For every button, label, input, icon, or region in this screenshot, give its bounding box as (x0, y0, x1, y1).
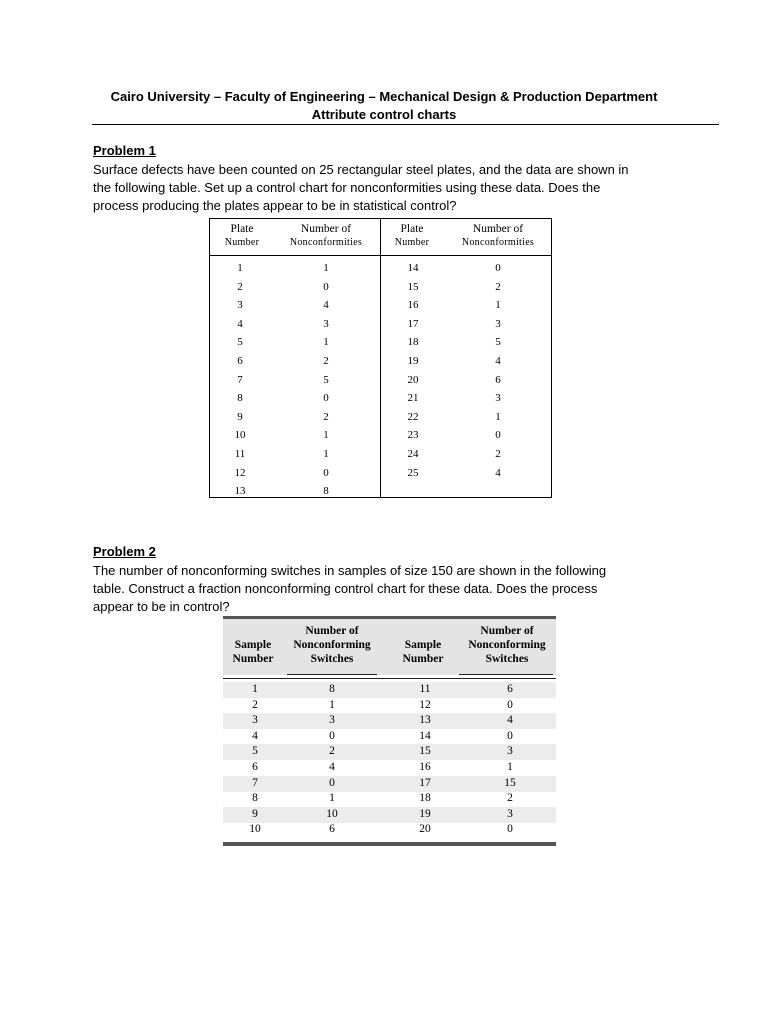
table-cell: 21 (407, 392, 419, 405)
table-cell: 0 (329, 776, 335, 789)
table-header-rule (223, 678, 556, 679)
table-cell: 9 (252, 807, 258, 820)
table-cell: 17 (407, 317, 419, 330)
table-cell: 3 (495, 317, 501, 330)
table-cell: 12 (419, 698, 431, 711)
table-cell: 20 (407, 373, 419, 386)
table-cell: 23 (407, 429, 419, 442)
switches-column-right (490, 682, 530, 838)
plate-column-left (220, 259, 260, 501)
table-cell: 10 (234, 429, 246, 442)
table-cell: 16 (407, 299, 419, 312)
table-cell: 7 (237, 373, 243, 386)
problem-1-line: the following table. Set up a control chart for nonconformities using these data. Does the (93, 180, 601, 195)
problem-2-line: table. Construct a fraction nonconforming control chart for these data. Does the process (93, 581, 598, 596)
table-cell: 1 (252, 683, 258, 695)
table-cell: 0 (507, 698, 513, 711)
column-header-nonconforming: Number of Nonconforming Switches (468, 625, 546, 665)
problem-1-text (93, 161, 683, 215)
table-cell: 3 (507, 807, 513, 820)
problem-2-title: Problem 2 (93, 544, 156, 559)
table-cell: 1 (323, 262, 329, 274)
table-cell: 0 (495, 262, 501, 274)
table-cell: 6 (495, 373, 501, 386)
table-cell: 19 (419, 807, 431, 820)
table-cell: 3 (237, 299, 243, 312)
sample-column-left (235, 682, 275, 838)
table-cell: 6 (507, 683, 513, 695)
table-cell: 15 (419, 745, 431, 758)
table-cell: 24 (407, 447, 419, 460)
table-cell: 0 (507, 729, 513, 742)
table-cell: 10 (326, 807, 338, 820)
table-cell: 2 (237, 280, 243, 293)
table-cell: 2 (495, 280, 501, 293)
header-line-1: Cairo University – Faculty of Engineering – Mechanical Design & Production Department (110, 89, 658, 104)
table-cell: 1 (323, 447, 329, 460)
table-cell: 5 (495, 336, 501, 349)
table-cell: 9 (237, 410, 243, 423)
header-line-2: Attribute control charts (311, 107, 457, 122)
problem-1-line: Surface defects have been counted on 25 rectangular steel plates, and the data are shown in (93, 162, 629, 177)
table-cell: 1 (323, 336, 329, 349)
table-cell: 4 (237, 317, 243, 330)
problem-1-title: Problem 1 (93, 143, 156, 158)
problem-1-line: process producing the plates appear to be in statistical control? (93, 198, 457, 213)
table-cell: 1 (329, 792, 335, 805)
table-cell: 22 (407, 410, 419, 423)
table-cell: 5 (237, 336, 243, 349)
table-top-rule (223, 616, 556, 619)
table-cell: 4 (323, 299, 329, 312)
document-header (0, 88, 768, 124)
table-cell: 8 (329, 683, 335, 695)
table-cell: 4 (507, 714, 513, 727)
table-cell: 13 (234, 485, 246, 498)
column-header-nonconformities: Number of Nonconformities (289, 223, 363, 248)
table-cell: 19 (407, 354, 419, 367)
table-cell: 1 (507, 760, 513, 773)
table-cell: 0 (323, 280, 329, 293)
problem-2-text (93, 562, 683, 616)
nonconformities-column-left (306, 259, 346, 501)
table-cell: 2 (329, 745, 335, 758)
table-cell: 8 (252, 792, 258, 805)
table-cell: 2 (323, 354, 329, 367)
table-sub-rule (287, 674, 377, 675)
table-cell: 17 (419, 776, 431, 789)
table-header-rule (210, 255, 551, 256)
table-cell: 3 (252, 714, 258, 727)
table-cell: 13 (419, 714, 431, 727)
table-cell: 20 (419, 823, 431, 836)
table-cell: 11 (234, 447, 246, 460)
table-divider (380, 219, 381, 497)
column-header-plate: Plate Number (394, 223, 430, 248)
problem-2-line: appear to be in control? (93, 599, 230, 614)
table-cell: 25 (407, 466, 419, 479)
header-divider (92, 124, 719, 125)
table-cell: 2 (323, 410, 329, 423)
table-cell: 12 (234, 466, 246, 479)
table-cell: 7 (252, 776, 258, 789)
nonconforming-switches-table (223, 616, 556, 846)
column-header-nonconformities: Number of Nonconformities (461, 223, 535, 248)
table-cell: 18 (419, 792, 431, 805)
table-cell: 16 (419, 760, 431, 773)
table-cell: 4 (329, 760, 335, 773)
table-cell: 18 (407, 336, 419, 349)
table-cell: 4 (495, 354, 501, 367)
table-cell: 3 (507, 745, 513, 758)
plate-nonconformities-table (209, 218, 552, 498)
nonconformities-column-right (478, 259, 518, 482)
problem-2-line: The number of nonconforming switches in samples of size 150 are shown in the following (93, 563, 607, 578)
table-bottom-rule (223, 842, 556, 846)
switches-column-left (312, 682, 352, 838)
table-cell: 5 (252, 745, 258, 758)
table-cell: 6 (252, 760, 258, 773)
column-header-nonconforming: Number of Nonconforming Switches (293, 625, 371, 665)
table-cell: 1 (495, 299, 501, 312)
column-header-sample: Sample Number (402, 639, 444, 665)
table-cell: 4 (252, 729, 258, 742)
table-cell: 6 (237, 354, 243, 367)
table-cell: 1 (495, 410, 501, 423)
table-cell: 2 (507, 792, 513, 805)
table-cell: 3 (323, 317, 329, 330)
column-header-plate: Plate Number (224, 223, 260, 248)
table-cell: 5 (323, 373, 329, 386)
table-cell: 1 (237, 262, 243, 274)
table-sub-rule (459, 674, 553, 675)
table-cell: 1 (329, 698, 335, 711)
table-cell: 2 (495, 447, 501, 460)
sample-column-right (405, 682, 445, 838)
table-cell: 2 (252, 698, 258, 711)
table-cell: 3 (329, 714, 335, 727)
plate-column-right (393, 259, 433, 482)
table-cell: 15 (504, 776, 516, 789)
table-cell: 14 (419, 729, 431, 742)
table-cell: 15 (407, 280, 419, 293)
table-cell: 4 (495, 466, 501, 479)
table-cell: 10 (249, 823, 261, 836)
table-cell: 11 (419, 683, 431, 695)
table-cell: 0 (507, 823, 513, 836)
table-cell: 3 (495, 392, 501, 405)
table-cell: 0 (495, 429, 501, 442)
column-header-sample: Sample Number (232, 639, 274, 665)
table-cell: 1 (323, 429, 329, 442)
table-cell: 0 (323, 392, 329, 405)
table-cell: 0 (329, 729, 335, 742)
table-cell: 0 (323, 466, 329, 479)
table-cell: 6 (329, 823, 335, 836)
table-cell: 8 (323, 485, 329, 498)
table-cell: 14 (407, 262, 419, 274)
table-cell: 8 (237, 392, 243, 405)
